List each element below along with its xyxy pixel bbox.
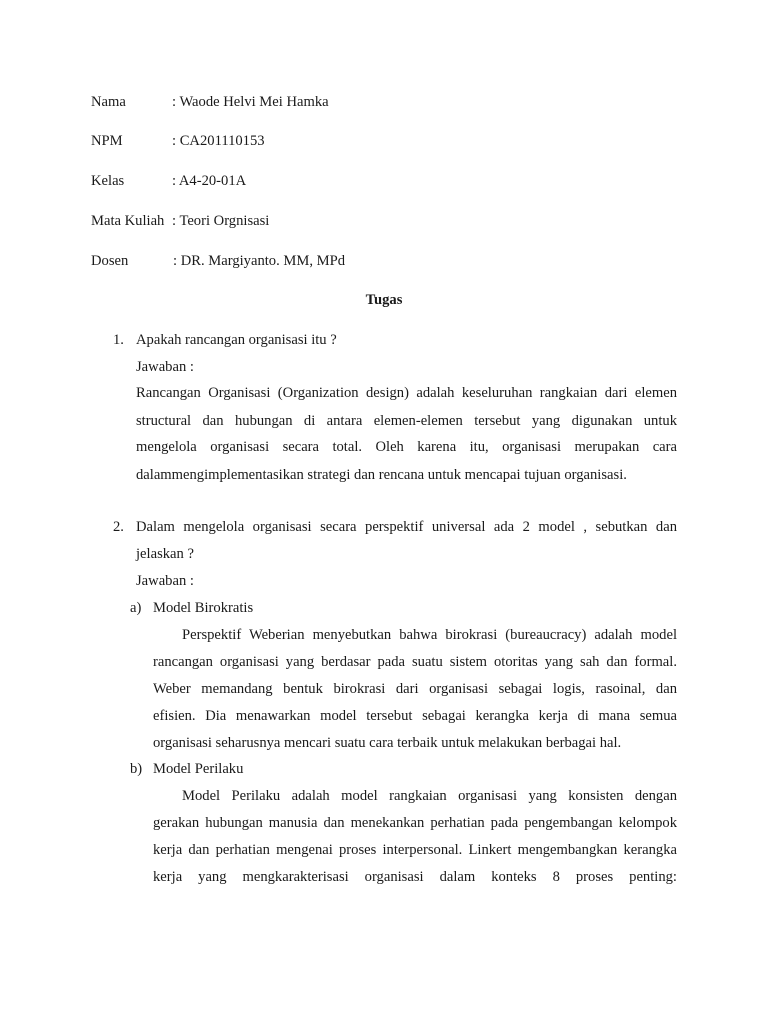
paragraph-line: kerja yang mengkarakterisasi organisasi dalam konteks 8 proses penting:	[153, 869, 677, 885]
question-text: Dalam mengelola organisasi secara perspektif universal ada 2 model , sebutkan dan	[136, 519, 677, 535]
paragraph-line: structural dan hubungan di antara elemen-elemen tersebut yang digunakan untuk	[136, 413, 677, 429]
info-label: Kelas	[91, 173, 125, 189]
info-value: : Teori Orgnisasi	[172, 213, 270, 229]
question-text: Apakah rancangan organisasi itu ?	[136, 332, 337, 348]
list-marker: a)	[130, 600, 142, 616]
info-value: : CA201110153	[172, 133, 265, 149]
paragraph-line: Perspektif Weberian menyebutkan bahwa birokrasi (bureaucracy) adalah model	[182, 627, 677, 643]
info-label: Mata Kuliah	[91, 213, 165, 229]
paragraph-line: kerja dan perhatian mengenai proses interpersonal. Linkert mengembangkan kerangka	[153, 842, 677, 858]
list-marker: b)	[130, 761, 143, 777]
subheading: Model Birokratis	[153, 600, 254, 616]
paragraph-line: rancangan organisasi yang berdasar pada suatu sistem otoritas yang sah dan formal.	[153, 654, 677, 670]
paragraph-line: mengelola organisasi secara total. Oleh karena itu, organisasi merupakan cara	[136, 439, 677, 455]
paragraph-line: organisasi seharusnya mencari suatu cara terbaik untuk melakukan berbagai hal.	[153, 735, 622, 751]
info-value: : Waode Helvi Mei Hamka	[172, 94, 329, 110]
paragraph-line: Rancangan Organisasi (Organization design) adalah keseluruhan rangkaian dari elemen	[136, 385, 677, 401]
page-title: Tugas	[365, 292, 403, 308]
paragraph-line: Model Perilaku adalah model rangkaian organisasi yang konsisten dengan	[182, 788, 677, 804]
info-value: : DR. Margiyanto. MM, MPd	[173, 253, 346, 269]
paragraph-line: dalammengimplementasikan strategi dan rencana untuk mencapai tujuan organisasi.	[136, 467, 627, 483]
paragraph-line: efisien. Dia menawarkan model tersebut sebagai kerangka kerja di mana semua	[153, 708, 677, 724]
paragraph-line: gerakan hubungan manusia dan menekankan perhatian pada pengembangan kelompok	[153, 815, 677, 831]
answer-label: Jawaban :	[136, 359, 194, 375]
subheading: Model Perilaku	[153, 761, 244, 777]
info-label: Dosen	[91, 253, 129, 269]
info-value: : A4-20-01A	[172, 173, 247, 189]
paragraph-line: Weber memandang bentuk birokrasi dari organisasi sebagai logis, rasoinal, dan	[153, 681, 677, 697]
answer-label: Jawaban :	[136, 573, 194, 589]
info-label: NPM	[91, 133, 123, 149]
question-number: 2.	[113, 519, 124, 535]
info-label: Nama	[91, 94, 126, 110]
question-number: 1.	[113, 332, 124, 348]
question-text: jelaskan ?	[136, 546, 194, 562]
